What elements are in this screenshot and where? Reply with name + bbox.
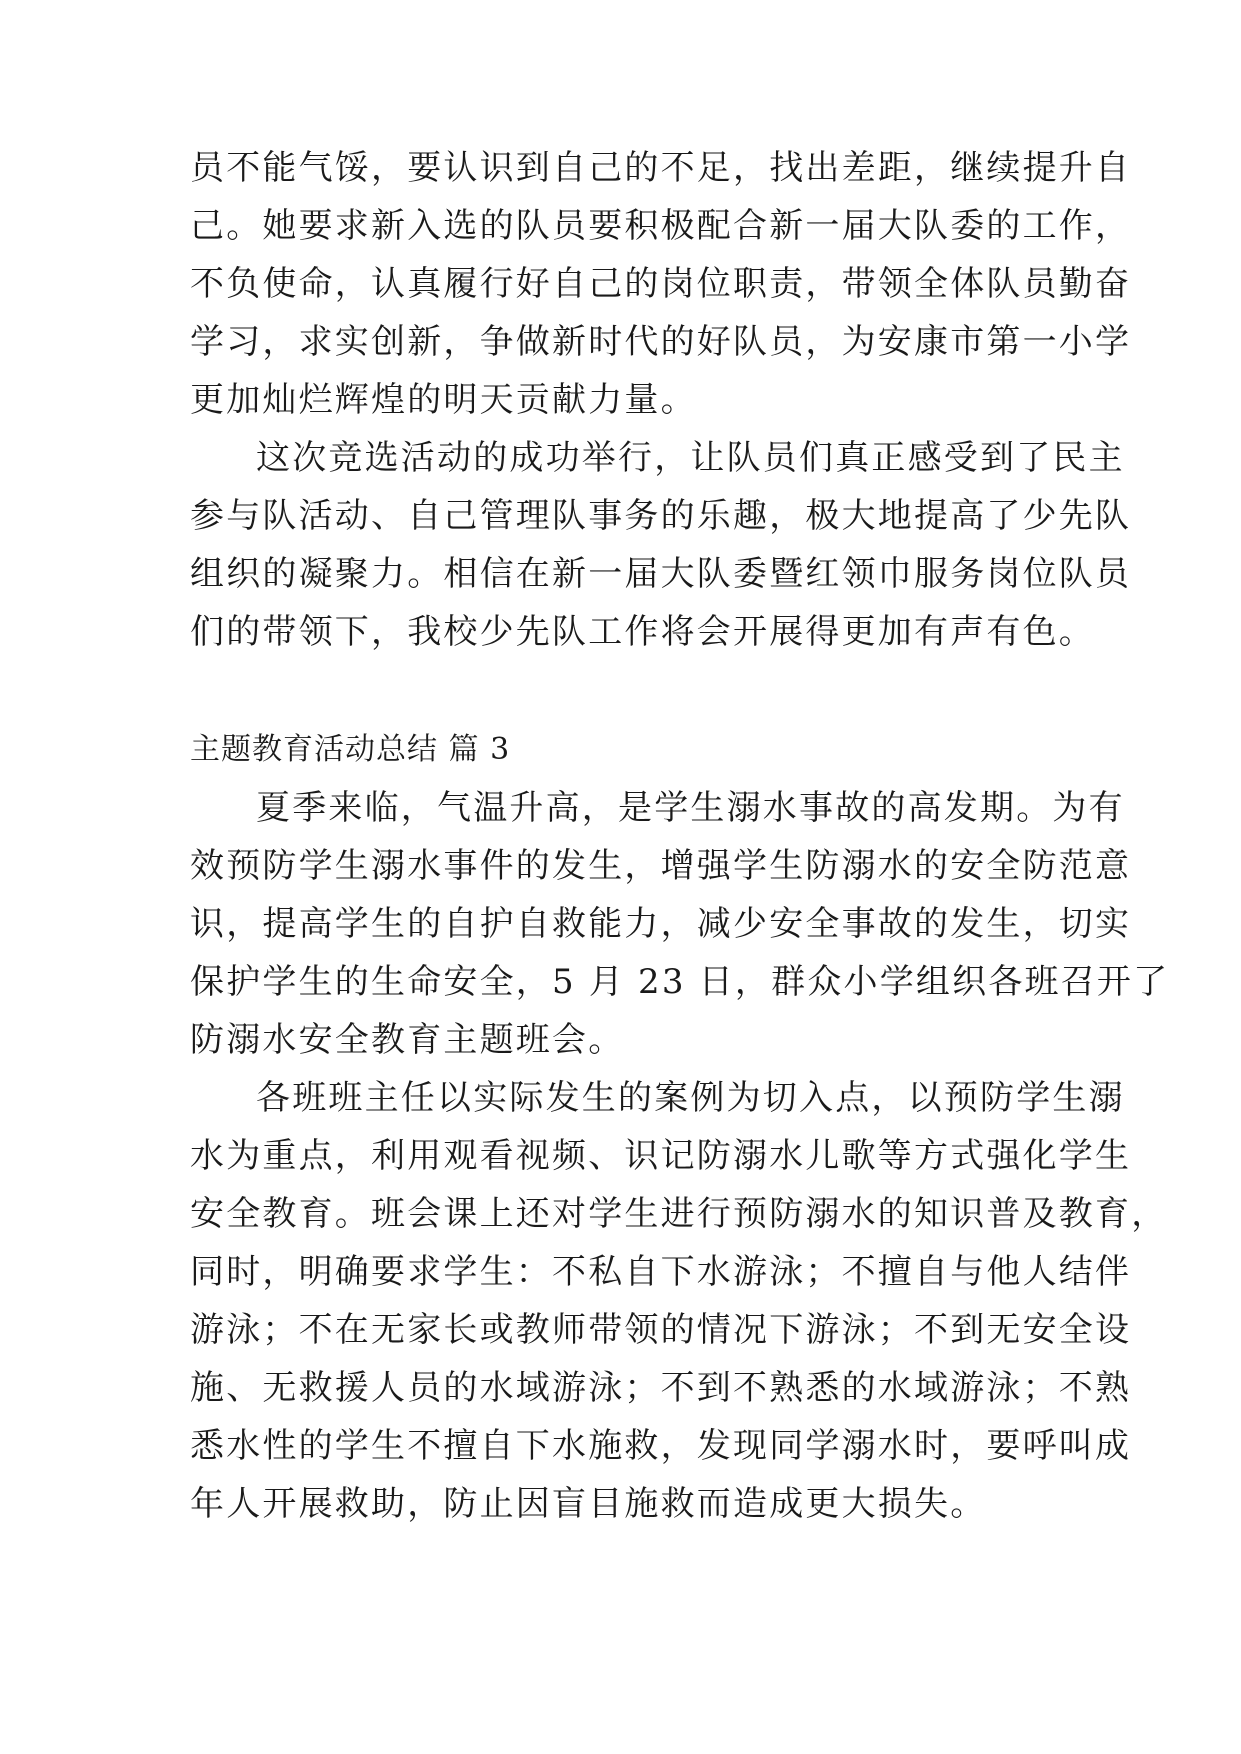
text-line: 年人开展救助，防止因盲目施救而造成更大损失。 xyxy=(190,1484,987,1524)
text-line: 们的带领下，我校少先队工作将会开展得更加有声有色。 xyxy=(190,612,1095,652)
text-line: 识，提高学生的自护自救能力，减少安全事故的发生，切实 xyxy=(190,904,1132,944)
text-line: 更加灿烂辉煌的明天贡献力量。 xyxy=(190,380,697,420)
text-line: 这次竞选活动的成功举行，让队员们真正感受到了民主 xyxy=(256,438,1125,478)
text-line: 参与队活动、自己管理队事务的乐趣，极大地提高了少先队 xyxy=(190,496,1132,536)
text-line: 各班班主任以实际发生的案例为切入点，以预防学生溺 xyxy=(256,1078,1125,1118)
text-line: 员不能气馁，要认识到自己的不足，找出差距，继续提升自 xyxy=(190,148,1132,188)
text-line: 不负使命，认真履行好自己的岗位职责，带领全体队员勤奋 xyxy=(190,264,1132,304)
text-line: 悉水性的学生不擅自下水施救，发现同学溺水时，要呼叫成 xyxy=(190,1426,1132,1466)
text-line: 保护学生的生命安全，5 月 23 日，群众小学组织各班召开了 xyxy=(190,962,1170,1002)
text-line: 己。她要求新入选的队员要积极配合新一届大队委的工作， xyxy=(190,206,1132,246)
section-heading: 主题教育活动总结 篇 3 xyxy=(190,732,511,767)
text-line: 游泳；不在无家长或教师带领的情况下游泳；不到无安全设 xyxy=(190,1310,1132,1350)
text-line: 夏季来临，气温升高，是学生溺水事故的高发期。为有 xyxy=(256,788,1125,828)
text-line: 施、无救援人员的水域游泳；不到不熟悉的水域游泳；不熟 xyxy=(190,1368,1132,1408)
text-line: 水为重点，利用观看视频、识记防溺水儿歌等方式强化学生 xyxy=(190,1136,1132,1176)
text-line: 学习，求实创新，争做新时代的好队员，为安康市第一小学 xyxy=(190,322,1132,362)
text-line: 防溺水安全教育主题班会。 xyxy=(190,1020,625,1060)
text-line: 组织的凝聚力。相信在新一届大队委暨红领巾服务岗位队员 xyxy=(190,554,1132,594)
text-line: 安全教育。班会课上还对学生进行预防溺水的知识普及教育， xyxy=(190,1194,1168,1234)
text-line: 同时，明确要求学生：不私自下水游泳；不擅自与他人结伴 xyxy=(190,1252,1132,1292)
text-line: 效预防学生溺水事件的发生，增强学生防溺水的安全防范意 xyxy=(190,846,1132,886)
